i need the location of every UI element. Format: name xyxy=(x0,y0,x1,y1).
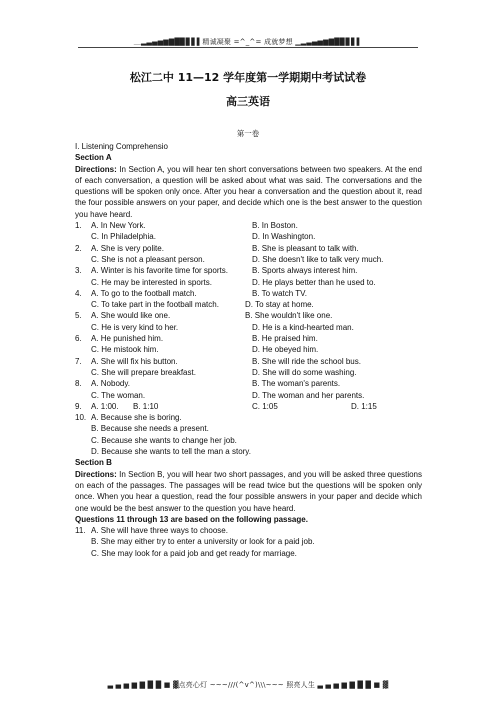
question-3-cd xyxy=(75,277,422,288)
option-a: A. He punished him. xyxy=(91,334,164,344)
section-a-heading: Section A xyxy=(75,153,112,163)
option-a: A. 1:00. xyxy=(91,401,119,411)
option-a: A. She would like one. xyxy=(91,311,171,321)
option-a: A. Because she is boring. xyxy=(91,413,182,423)
option-b: B. Sports always interest him. xyxy=(252,266,358,276)
question-number: 11. xyxy=(75,526,86,536)
question-number: 1. xyxy=(75,221,82,231)
option-c: C. To take part in the football match. xyxy=(91,300,219,310)
question-number: 2. xyxy=(75,243,82,253)
option-b: B. The woman's parents. xyxy=(252,379,341,389)
option-c: C. He mistook him. xyxy=(91,345,159,355)
question-11 xyxy=(75,525,422,536)
option-d: D. 1:15 xyxy=(351,401,377,411)
option-d: D. The woman and her parents. xyxy=(252,390,365,400)
option-d: D. In Washington. xyxy=(252,232,316,242)
option-a: A. She is very polite. xyxy=(91,243,164,253)
question-1-cd xyxy=(75,231,422,242)
option-c: C. He may be interested in sports. xyxy=(91,277,212,287)
option-d: D. He is a kind-hearted man. xyxy=(252,322,354,332)
option-d: D. To stay at home. xyxy=(245,300,314,310)
option-c: C. He is very kind to her. xyxy=(91,322,179,332)
option-c: C. She is not a pleasant person. xyxy=(91,254,205,264)
option-a: A. Nobody. xyxy=(91,379,130,389)
question-10-d xyxy=(75,446,422,457)
question-10-b xyxy=(75,423,422,434)
exam-content xyxy=(75,141,422,559)
question-6-cd xyxy=(75,344,422,355)
page-footer: ▃ ▄ ▅ ▆ ▇ █ █ ■ ▓点亮心灯 ~~~///(^v^)\\\~~~ 照亮人生 ▃ ▄ ▅ ▆ ▇ █ █ ■ ▓ xyxy=(107,681,389,689)
option-b: B. In Boston. xyxy=(252,221,298,231)
option-c: C. She may look for a paid job and get ready for marriage. xyxy=(91,548,297,558)
question-number: 9. xyxy=(75,401,82,411)
option-c: C. 1:05 xyxy=(252,401,278,411)
directions-label: Directions: xyxy=(75,164,117,174)
question-11-b xyxy=(75,536,422,547)
header-rule xyxy=(78,47,418,48)
option-c: C. In Philadelphia. xyxy=(91,232,156,242)
option-b: B. She is pleasant to talk with. xyxy=(252,243,359,253)
option-b: B. Because she needs a present. xyxy=(91,424,209,434)
option-d: D. He obeyed him. xyxy=(252,345,319,355)
option-a: A. She will have three ways to choose. xyxy=(91,526,228,536)
directions-text: In Section B, you will hear two short passages, and you will be asked three questions on each of the passages. The passages will be read twice but the questions will be spoken only once. When you hear a question, read the four possible answers in your paper and decide which one would be the best answer to the question you have heard. xyxy=(75,469,422,513)
option-d: D. Because she wants to tell the man a story. xyxy=(91,447,251,457)
question-5 xyxy=(75,310,422,321)
exam-subtitle: 高三英语 xyxy=(226,95,270,108)
question-10-c xyxy=(75,435,422,446)
question-number: 4. xyxy=(75,288,82,298)
option-d: D. She doesn't like to talk very much. xyxy=(252,254,384,264)
question-10 xyxy=(75,412,422,423)
page-header: ＿▂▃▄▅▆▇█▉▊▋▌精诚凝聚 =^_^= 成就梦想 ▁▂▃▄▅▆▇█▉▊▋▌ xyxy=(133,38,363,46)
question-11-c xyxy=(75,548,422,559)
volume-label: 第一卷 xyxy=(236,129,260,138)
question-number: 8. xyxy=(75,379,82,389)
section-b-heading: Section B xyxy=(75,458,112,468)
question-8-cd xyxy=(75,390,422,401)
option-b: B. 1:10 xyxy=(133,401,159,411)
option-b: B. He praised him. xyxy=(252,334,318,344)
question-4-cd xyxy=(75,299,422,310)
option-b: B. To watch TV. xyxy=(252,288,307,298)
option-c: C. She will prepare breakfast. xyxy=(91,367,196,377)
question-number: 7. xyxy=(75,356,82,366)
question-7-cd xyxy=(75,367,422,378)
option-a: A. To go to the football match. xyxy=(91,288,197,298)
option-d: D. He plays better than he used to. xyxy=(252,277,376,287)
question-2 xyxy=(75,243,422,254)
option-c: C. The woman. xyxy=(91,390,146,400)
option-a: A. Winter is his favorite time for sports. xyxy=(91,266,228,276)
part-heading: I. Listening Comprehensio xyxy=(75,142,168,151)
option-d: D. She will do some washing. xyxy=(252,367,357,377)
question-3 xyxy=(75,265,422,276)
directions-label: Directions: xyxy=(75,469,117,479)
option-a: A. She will fix his button. xyxy=(91,356,178,366)
option-b: B. She wouldn't like one. xyxy=(245,311,333,321)
option-b: B. She will ride the school bus. xyxy=(252,356,361,366)
section-a-directions xyxy=(75,164,422,220)
question-6 xyxy=(75,333,422,344)
exam-title: 松江二中 11—12 学年度第一学期期中考试试卷 xyxy=(129,71,367,84)
option-c: C. Because she wants to change her job. xyxy=(91,435,237,445)
option-b: B. She may either try to enter a university or look for a paid job. xyxy=(91,537,315,547)
passage-note: Questions 11 through 13 are based on the following passage. xyxy=(75,514,308,524)
question-8 xyxy=(75,378,422,389)
question-5-cd xyxy=(75,322,422,333)
question-number: 5. xyxy=(75,311,82,321)
directions-text: In Section A, you will hear ten short conversations between two speakers. At the end of each conversation, a question will be asked about what was said. The conversations and the questions will be spoken only once. After you hear a conversation and the question about it, read the four possible answers on your paper, and decide which one is the best answer to the question you have heard. xyxy=(75,164,422,219)
question-7 xyxy=(75,356,422,367)
section-b-directions xyxy=(75,469,422,514)
question-2-cd xyxy=(75,254,422,265)
question-number: 3. xyxy=(75,266,82,276)
question-number: 10. xyxy=(75,413,87,423)
question-number: 6. xyxy=(75,334,82,344)
option-a: A. In New York. xyxy=(91,221,146,231)
question-4 xyxy=(75,288,422,299)
question-9 xyxy=(75,401,422,412)
question-1 xyxy=(75,220,422,231)
